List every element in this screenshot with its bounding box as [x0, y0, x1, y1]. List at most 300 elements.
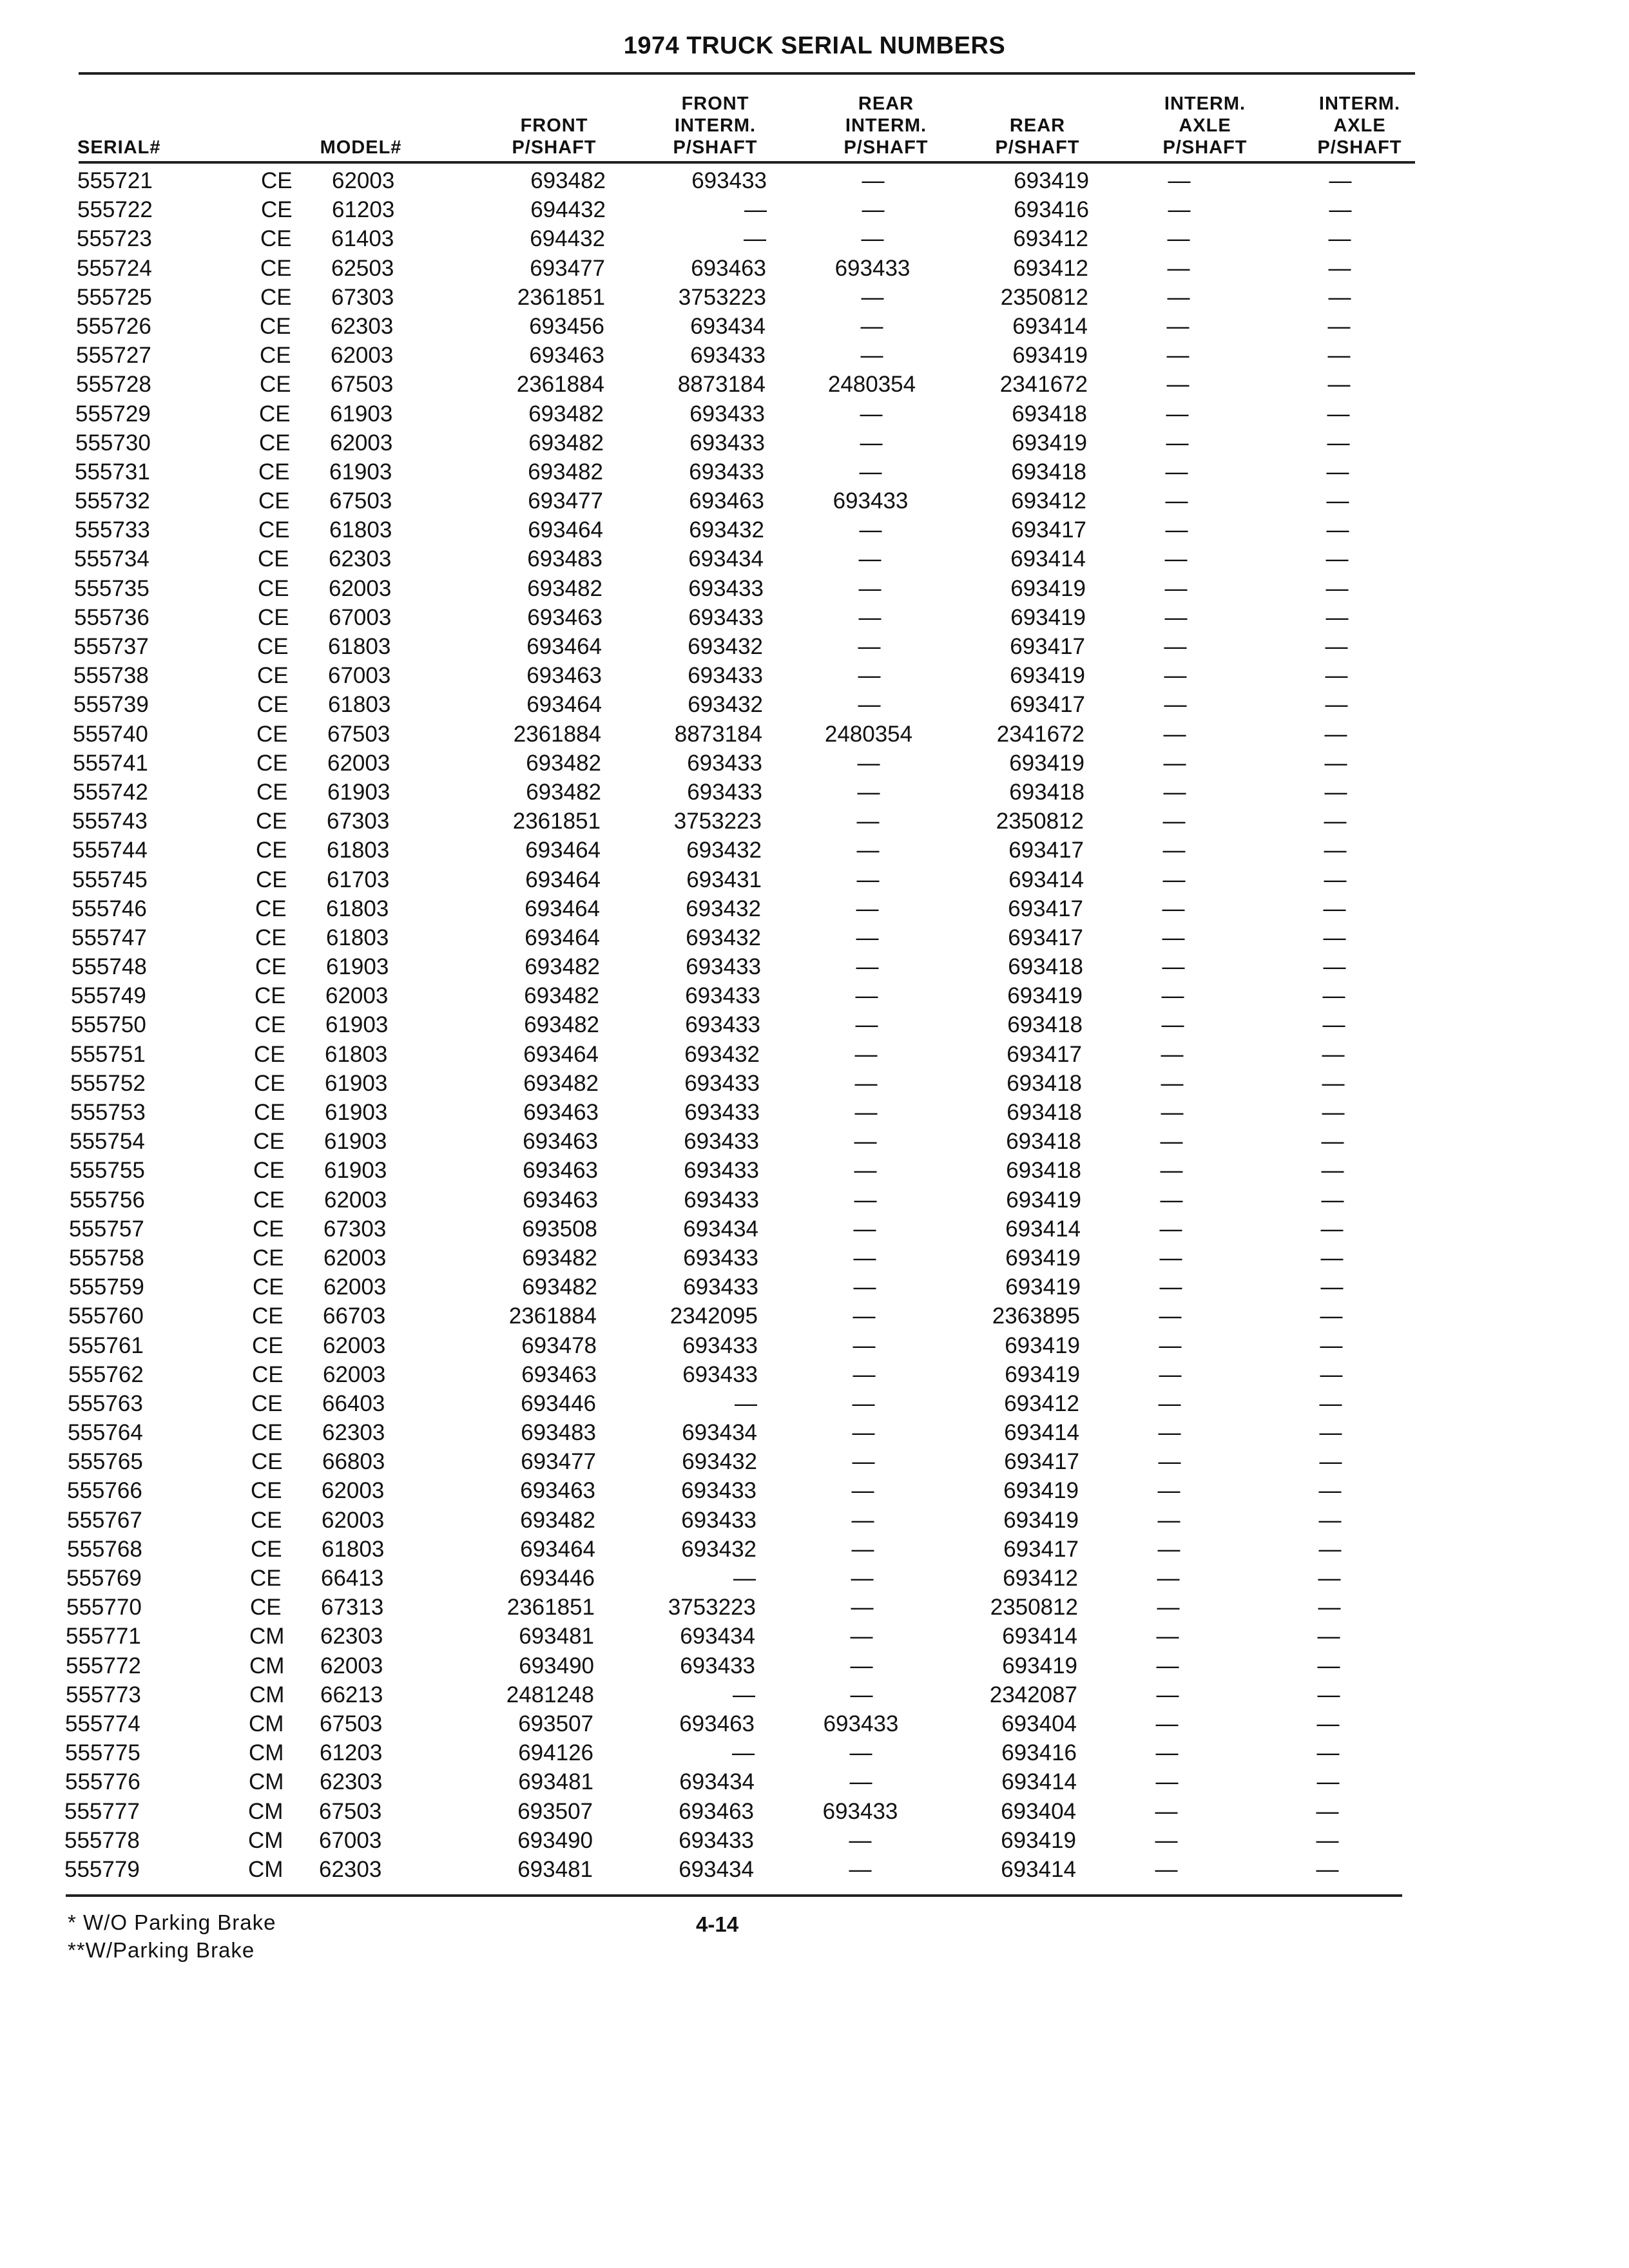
rear-pshaft-cell: 693417 — [1003, 1536, 1079, 1562]
table-row — [0, 836, 1629, 865]
interm-pshaft-cell: — — [1320, 1361, 1343, 1387]
model-prefix-cell: CE — [255, 925, 287, 950]
rear-pshaft-cell: 693419 — [1014, 168, 1089, 193]
model-prefix-cell: CE — [251, 1449, 283, 1475]
rear-pshaft-cell: 693417 — [1008, 838, 1084, 863]
rear-interm-cell: — — [861, 226, 884, 252]
rear-interm-cell: — — [854, 1041, 878, 1067]
front-pshaft-cell: 2361884 — [508, 1303, 597, 1329]
rear-pshaft-cell: 693419 — [1002, 1653, 1077, 1678]
rear-pshaft-cell: 693418 — [1007, 1012, 1083, 1038]
rear-interm-cell: — — [856, 954, 879, 980]
rear-pshaft-cell: 693419 — [1005, 1361, 1080, 1387]
model-prefix-cell: CE — [256, 867, 287, 892]
interm-axle-cell: — — [1158, 1390, 1181, 1416]
serial-cell: 555767 — [67, 1507, 142, 1533]
serial-cell: 555752 — [70, 1070, 146, 1096]
model-number-cell: 62003 — [325, 983, 389, 1009]
model-number-cell: 61803 — [328, 634, 391, 659]
front-interm-cell: 693433 — [688, 604, 764, 630]
rear-pshaft-cell: 693417 — [1008, 896, 1083, 921]
model-number-cell: 61803 — [326, 925, 389, 950]
front-interm-cell: 693463 — [679, 1711, 755, 1736]
front-interm-cell: 693432 — [681, 1536, 757, 1562]
header-top-rule — [79, 72, 1415, 75]
model-number-cell: 61803 — [329, 517, 392, 543]
model-number-cell: 67503 — [320, 1711, 383, 1736]
rear-pshaft-cell: 2341672 — [996, 721, 1084, 747]
front-interm-cell: 693432 — [686, 896, 761, 921]
header-line: INTERM. — [1164, 93, 1246, 114]
model-number-cell: 67003 — [328, 663, 391, 689]
rear-interm-cell: — — [860, 313, 883, 339]
front-interm-cell: 693433 — [682, 1332, 758, 1358]
front-interm-cell: 693432 — [689, 517, 764, 543]
interm-axle-cell: — — [1167, 255, 1190, 281]
front-pshaft-cell: 693483 — [527, 546, 602, 572]
rear-interm-cell: 693433 — [823, 1711, 899, 1736]
model-number-cell: 61803 — [322, 1536, 385, 1562]
table-row — [0, 1709, 1629, 1738]
serial-cell: 555734 — [74, 546, 149, 572]
rear-interm-cell: — — [849, 1856, 872, 1882]
model-number-cell: 61203 — [320, 1740, 383, 1766]
serial-cell: 555757 — [69, 1216, 144, 1242]
front-pshaft-cell: 693464 — [526, 692, 602, 718]
model-prefix-cell: CE — [259, 430, 291, 456]
front-interm-cell: 693434 — [680, 1624, 755, 1649]
front-pshaft-cell: 693464 — [525, 867, 601, 892]
serial-cell: 555724 — [77, 255, 152, 281]
front-pshaft-cell: 2361884 — [516, 372, 604, 398]
table-row — [0, 486, 1629, 515]
rear-pshaft-cell: 2350812 — [996, 809, 1084, 834]
table-row — [0, 632, 1629, 661]
model-number-cell: 61703 — [327, 867, 390, 892]
interm-pshaft-cell: — — [1326, 488, 1349, 514]
front-interm-cell: — — [733, 1566, 756, 1591]
model-prefix-cell: CE — [253, 1187, 285, 1213]
rear-pshaft-cell: 693418 — [1008, 954, 1083, 980]
model-prefix-cell: CE — [250, 1566, 282, 1591]
interm-axle-cell: — — [1159, 1303, 1182, 1329]
table-row — [0, 574, 1629, 603]
model-number-cell: 67003 — [319, 1827, 382, 1853]
rear-interm-cell: — — [857, 779, 880, 805]
front-pshaft-cell: 693463 — [523, 1158, 598, 1184]
front-interm-cell: 693433 — [691, 168, 767, 193]
model-number-cell: 67303 — [327, 809, 390, 834]
interm-axle-cell: — — [1164, 604, 1188, 630]
serial-cell: 555728 — [76, 372, 151, 398]
rear-pshaft-cell: 693414 — [1008, 867, 1084, 892]
interm-pshaft-cell: — — [1329, 168, 1352, 193]
model-number-cell: 62003 — [332, 168, 395, 193]
interm-pshaft-cell: — — [1325, 692, 1348, 718]
front-pshaft-cell: 693490 — [517, 1827, 593, 1853]
model-number-cell: 67303 — [331, 284, 394, 310]
front-interm-cell: 693433 — [684, 1158, 759, 1184]
rear-pshaft-cell: 693419 — [1010, 663, 1085, 689]
rear-interm-cell: — — [856, 925, 879, 950]
header-line: INTERM. — [1318, 93, 1401, 114]
serial-cell: 555769 — [66, 1566, 142, 1591]
table-row — [0, 457, 1629, 486]
rear-pshaft-cell: 693417 — [1010, 692, 1085, 718]
header-line: FRONT — [681, 93, 749, 114]
header-model — [296, 76, 425, 159]
serial-cell: 555773 — [66, 1682, 141, 1707]
front-interm-cell: — — [732, 1740, 755, 1766]
front-interm-cell: 693433 — [684, 1129, 759, 1155]
header-line: FRONT — [520, 115, 588, 136]
header-line: P/SHAFT — [843, 137, 929, 158]
rear-pshaft-cell: 693414 — [1001, 1856, 1076, 1882]
front-interm-cell: — — [744, 226, 766, 252]
interm-pshaft-cell: — — [1316, 1711, 1340, 1736]
model-number-cell: 62003 — [331, 343, 394, 369]
model-prefix-cell: CE — [256, 750, 288, 776]
rear-pshaft-cell: 693418 — [1006, 1158, 1081, 1184]
serial-cell: 555722 — [77, 197, 153, 223]
model-number-cell: 61903 — [324, 1158, 387, 1184]
interm-pshaft-cell: — — [1317, 1682, 1340, 1707]
footer-rule — [66, 1894, 1402, 1897]
rear-interm-cell: — — [851, 1536, 874, 1562]
model-prefix-cell: CM — [248, 1798, 284, 1824]
interm-pshaft-cell: — — [1316, 1769, 1340, 1795]
header-serial — [77, 76, 206, 159]
serial-cell: 555755 — [70, 1158, 145, 1184]
front-interm-cell: 693433 — [685, 1012, 760, 1038]
front-interm-cell: 693432 — [688, 634, 763, 659]
model-number-cell: 62003 — [324, 1187, 387, 1213]
interm-axle-cell: — — [1161, 1100, 1184, 1125]
interm-axle-cell: — — [1155, 1769, 1179, 1795]
interm-axle-cell: — — [1156, 1653, 1179, 1678]
table-row — [0, 807, 1629, 836]
serial-cell: 555766 — [67, 1478, 142, 1504]
rear-interm-cell: 693433 — [834, 255, 911, 281]
model-prefix-cell: CE — [251, 1536, 282, 1562]
model-prefix-cell: CE — [261, 197, 293, 223]
front-pshaft-cell: 693482 — [522, 1274, 597, 1300]
interm-axle-cell: — — [1163, 750, 1186, 776]
model-prefix-cell: CE — [258, 488, 290, 514]
interm-pshaft-cell: — — [1316, 1856, 1339, 1882]
front-interm-cell: 693433 — [684, 1070, 760, 1096]
rear-pshaft-cell: 693414 — [1010, 546, 1086, 572]
rear-pshaft-cell: 693416 — [1001, 1740, 1077, 1766]
table-row — [0, 312, 1629, 341]
interm-pshaft-cell: — — [1327, 372, 1351, 398]
table-row — [0, 749, 1629, 778]
table-row — [0, 1418, 1629, 1447]
rear-interm-cell: — — [855, 1012, 878, 1038]
table-row — [0, 370, 1629, 399]
rear-interm-cell: — — [859, 517, 882, 543]
serial-cell: 555740 — [73, 721, 148, 747]
rear-interm-cell: — — [850, 1624, 873, 1649]
rear-interm-cell: — — [849, 1827, 872, 1853]
front-pshaft-cell: 693507 — [518, 1711, 593, 1736]
rear-pshaft-cell: 693414 — [1005, 1216, 1081, 1242]
front-interm-cell: 693433 — [679, 1827, 754, 1853]
interm-pshaft-cell: — — [1324, 838, 1347, 863]
model-number-cell: 61403 — [331, 226, 394, 252]
model-prefix-cell: CE — [251, 1507, 282, 1533]
front-interm-cell: 693432 — [684, 1041, 760, 1067]
model-prefix-cell: CE — [260, 313, 291, 339]
serial-cell: 555739 — [73, 692, 149, 718]
interm-axle-cell: — — [1164, 575, 1188, 601]
rear-pshaft-cell: 693417 — [1011, 517, 1086, 543]
front-pshaft-cell: 693463 — [521, 1361, 597, 1387]
serial-cell: 555733 — [75, 517, 150, 543]
interm-pshaft-cell: — — [1325, 546, 1349, 572]
rear-interm-cell: — — [853, 1216, 876, 1242]
model-number-cell: 62303 — [320, 1624, 383, 1649]
table-row — [0, 515, 1629, 544]
model-number-cell: 67303 — [323, 1216, 387, 1242]
model-number-cell: 62003 — [323, 1274, 387, 1300]
serial-cell: 555741 — [73, 750, 148, 776]
table-row — [0, 1331, 1629, 1360]
front-pshaft-cell: 694432 — [530, 197, 606, 223]
front-interm-cell: 693433 — [680, 1653, 755, 1678]
rear-interm-cell: — — [856, 896, 879, 921]
interm-axle-cell: — — [1168, 168, 1191, 193]
model-number-cell: 61203 — [332, 197, 395, 223]
model-prefix-cell: CE — [260, 343, 291, 369]
interm-pshaft-cell: — — [1328, 284, 1351, 310]
table-row — [0, 1389, 1629, 1418]
interm-axle-cell: — — [1166, 430, 1189, 456]
model-prefix-cell: CE — [260, 284, 292, 310]
footnote-with-parking-brake: **W/Parking Brake — [68, 1938, 255, 1962]
interm-pshaft-cell: — — [1319, 1390, 1342, 1416]
front-pshaft-cell: 693508 — [522, 1216, 597, 1242]
rear-pshaft-cell: 693419 — [1005, 1245, 1081, 1271]
model-prefix-cell: CM — [249, 1682, 285, 1707]
interm-axle-cell: — — [1161, 983, 1184, 1009]
serial-cell: 555776 — [65, 1769, 140, 1795]
model-prefix-cell: CE — [255, 983, 286, 1009]
front-interm-cell: 693463 — [679, 1798, 754, 1824]
interm-axle-cell: — — [1162, 954, 1185, 980]
interm-axle-cell: — — [1166, 343, 1190, 369]
serial-cell: 555762 — [68, 1361, 144, 1387]
interm-pshaft-cell: — — [1316, 1798, 1339, 1824]
interm-pshaft-cell: — — [1323, 954, 1346, 980]
rear-interm-cell: — — [853, 1361, 876, 1387]
table-row — [0, 1564, 1629, 1593]
header-line: AXLE — [1179, 115, 1231, 136]
front-pshaft-cell: 693482 — [520, 1507, 595, 1533]
model-prefix-cell: CM — [249, 1711, 284, 1736]
serial-cell: 555753 — [70, 1100, 146, 1125]
rear-pshaft-cell: 693419 — [1007, 983, 1083, 1009]
footnote-without-parking-brake: * W/O Parking Brake — [68, 1910, 276, 1934]
front-interm-cell: 693463 — [689, 488, 764, 514]
table-row — [0, 981, 1629, 1010]
interm-axle-cell: — — [1159, 1245, 1182, 1271]
rear-interm-cell: — — [859, 459, 882, 485]
serial-cell: 555725 — [77, 284, 152, 310]
serial-cell: 555759 — [69, 1274, 144, 1300]
interm-axle-cell: — — [1158, 1449, 1181, 1475]
front-interm-cell: 693433 — [682, 1361, 758, 1387]
rear-interm-cell: 693433 — [833, 488, 909, 514]
front-pshaft-cell: 2361884 — [513, 721, 601, 747]
front-pshaft-cell: 693464 — [525, 838, 601, 863]
interm-axle-cell: — — [1164, 634, 1187, 659]
interm-axle-cell: — — [1164, 663, 1187, 689]
front-interm-cell: 693434 — [683, 1216, 758, 1242]
serial-cell: 555774 — [65, 1711, 140, 1736]
model-prefix-cell: CE — [252, 1361, 284, 1387]
front-pshaft-cell: 693482 — [528, 401, 604, 427]
interm-axle-cell: — — [1163, 721, 1186, 747]
model-number-cell: 66213 — [320, 1682, 383, 1707]
table-row — [0, 1273, 1629, 1302]
front-interm-cell: 693463 — [691, 255, 766, 281]
interm-axle-cell: — — [1156, 1624, 1179, 1649]
rear-pshaft-cell: 2363895 — [992, 1303, 1080, 1329]
interm-axle-cell: — — [1167, 226, 1190, 252]
table-row — [0, 1593, 1629, 1622]
model-number-cell: 61803 — [326, 896, 389, 921]
interm-pshaft-cell: — — [1323, 896, 1346, 921]
front-interm-cell: 693434 — [690, 313, 766, 339]
table-row — [0, 1680, 1629, 1709]
rear-pshaft-cell: 693412 — [1011, 488, 1086, 514]
front-pshaft-cell: 693481 — [519, 1624, 594, 1649]
model-prefix-cell: CE — [257, 692, 289, 718]
table-row — [0, 1826, 1629, 1855]
interm-pshaft-cell: — — [1329, 197, 1352, 223]
front-pshaft-cell: 693481 — [518, 1769, 593, 1795]
table-row — [0, 865, 1629, 894]
model-number-cell: 61903 — [325, 1100, 388, 1125]
front-pshaft-cell: 693482 — [524, 1012, 599, 1038]
model-number-cell: 62003 — [323, 1332, 386, 1358]
interm-pshaft-cell: — — [1317, 1624, 1340, 1649]
rear-interm-cell: — — [852, 1420, 875, 1446]
table-row — [0, 952, 1629, 981]
rear-interm-cell: — — [853, 1303, 876, 1329]
interm-pshaft-cell: — — [1316, 1827, 1339, 1853]
table-row — [0, 544, 1629, 573]
rear-interm-cell: 2480354 — [824, 721, 913, 747]
table-row — [0, 1040, 1629, 1069]
model-number-cell: 67503 — [329, 488, 392, 514]
model-prefix-cell: CE — [256, 779, 288, 805]
front-pshaft-cell: 2361851 — [517, 284, 605, 310]
page-number: 4-14 — [696, 1912, 739, 1936]
rear-pshaft-cell: 693418 — [1009, 779, 1084, 805]
front-interm-cell: 8873184 — [674, 721, 762, 747]
front-pshaft-cell: 693463 — [523, 1100, 599, 1125]
serial-cell: 555760 — [68, 1303, 144, 1329]
table-row — [0, 224, 1629, 253]
serial-cell: 555723 — [77, 226, 152, 252]
front-pshaft-cell: 693464 — [525, 925, 600, 950]
front-pshaft-cell: 693483 — [521, 1420, 596, 1446]
serial-cell: 555756 — [70, 1187, 145, 1213]
interm-pshaft-cell: — — [1328, 226, 1351, 252]
header-line: SERIAL# — [77, 137, 161, 158]
model-prefix-cell: CE — [256, 809, 287, 834]
model-prefix-cell: CE — [257, 634, 289, 659]
model-number-cell: 61803 — [325, 1041, 388, 1067]
rear-pshaft-cell: 693419 — [1010, 604, 1086, 630]
header-front-pshaft — [490, 76, 619, 159]
serial-cell: 555777 — [64, 1798, 140, 1824]
model-number-cell: 67003 — [329, 604, 392, 630]
serial-table-body — [0, 166, 1629, 1884]
front-pshaft-cell: 693477 — [530, 255, 605, 281]
table-row — [0, 428, 1629, 457]
front-pshaft-cell: 693482 — [523, 1070, 599, 1096]
front-interm-cell: 693433 — [689, 401, 765, 427]
model-number-cell: 66803 — [322, 1449, 385, 1475]
front-interm-cell: 8873184 — [677, 372, 766, 398]
interm-axle-cell: — — [1159, 1332, 1182, 1358]
rear-interm-cell: — — [851, 1566, 874, 1591]
table-row — [0, 254, 1629, 283]
interm-axle-cell: — — [1162, 925, 1185, 950]
model-prefix-cell: CE — [254, 1070, 285, 1096]
interm-pshaft-cell: — — [1321, 1187, 1344, 1213]
interm-pshaft-cell: — — [1327, 401, 1350, 427]
interm-pshaft-cell: — — [1322, 1041, 1345, 1067]
interm-pshaft-cell: — — [1325, 575, 1349, 601]
table-row — [0, 1855, 1629, 1884]
rear-interm-cell: — — [853, 1245, 876, 1271]
front-pshaft-cell: 693477 — [528, 488, 603, 514]
interm-axle-cell: — — [1164, 546, 1188, 572]
rear-interm-cell: — — [860, 401, 883, 427]
serial-cell: 555764 — [68, 1420, 143, 1446]
model-number-cell: 67503 — [327, 721, 390, 747]
model-number-cell: 66413 — [321, 1566, 384, 1591]
model-number-cell: 62003 — [320, 1653, 383, 1678]
model-number-cell: 61903 — [327, 779, 390, 805]
interm-pshaft-cell: — — [1324, 779, 1347, 805]
interm-pshaft-cell: — — [1324, 721, 1347, 747]
rear-pshaft-cell: 693419 — [1005, 1274, 1081, 1300]
front-interm-cell: 693434 — [679, 1856, 754, 1882]
front-pshaft-cell: 693478 — [521, 1332, 597, 1358]
model-number-cell: 62303 — [319, 1856, 382, 1882]
interm-axle-cell: — — [1157, 1536, 1181, 1562]
serial-cell: 555743 — [72, 809, 148, 834]
interm-axle-cell: — — [1165, 517, 1188, 543]
table-row — [0, 166, 1629, 195]
front-interm-cell: 693433 — [688, 575, 764, 601]
rear-interm-cell: — — [862, 197, 885, 223]
serial-cell: 555721 — [77, 168, 153, 193]
table-row — [0, 1767, 1629, 1796]
interm-pshaft-cell: — — [1322, 1012, 1345, 1038]
serial-cell: 555754 — [70, 1129, 145, 1155]
interm-axle-cell: — — [1166, 401, 1189, 427]
front-pshaft-cell: 2481248 — [506, 1682, 594, 1707]
serial-cell: 555778 — [64, 1827, 140, 1853]
rear-interm-cell: — — [858, 575, 882, 601]
front-pshaft-cell: 693482 — [525, 954, 600, 980]
